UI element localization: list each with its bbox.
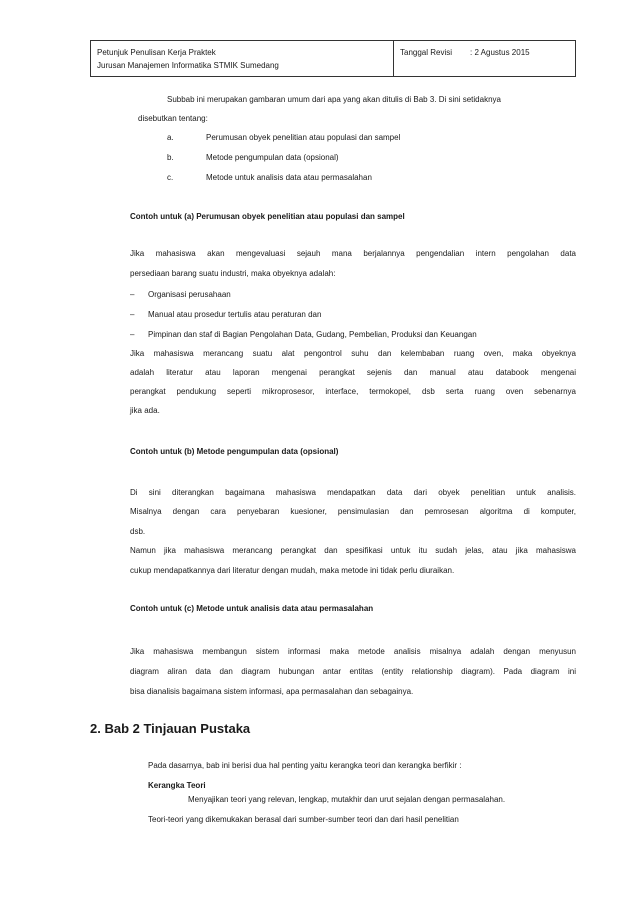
bullet-item-3: Pimpinan dan staf di Bagian Pengolahan Data, Gudang, Pembelian, Produksi dan Keuangan	[148, 330, 477, 339]
chapter-2-last-line: Teori-teori yang dikemukakan berasal dari sumber-sumber teori dan dari hasil penelitian	[148, 815, 459, 824]
kerangka-teori-heading: Kerangka Teori	[148, 781, 206, 790]
example-c-heading: Contoh untuk (c) Metode untuk analisis data atau permasalahan	[130, 604, 374, 613]
document-header-table	[90, 40, 576, 77]
example-c-p1-line-2: diagram aliran data dan diagram hubungan antar entitas (entity relationship diagram). Pada diagram ini	[130, 667, 576, 676]
example-c-p1-line-3: bisa dianalisis bagaimana sistem informasi, apa permasalahan dan sebagainya.	[130, 687, 414, 696]
bullet-marker: –	[130, 310, 135, 319]
intro-item-a-marker: a.	[167, 133, 174, 142]
intro-item-c-marker: c.	[167, 173, 174, 182]
header-title: Petunjuk Penulisan Kerja Praktek	[97, 48, 216, 57]
intro-item-c-text: Metode untuk analisis data atau permasalahan	[206, 173, 372, 182]
intro-item-b-text: Metode pengumpulan data (opsional)	[206, 153, 339, 162]
intro-line-1: Subbab ini merupakan gambaran umum dari apa yang akan ditulis di Bab 3. Di sini setidaknya	[167, 95, 501, 104]
intro-item-b-marker: b.	[167, 153, 174, 162]
example-b-heading: Contoh untuk (b) Metode pengumpulan data (opsional)	[130, 447, 339, 456]
example-b-p1-line-1: Di sini diterangkan bagaimana mahasiswa mendapatkan data dari obyek penelitian untuk analisis.	[130, 488, 576, 497]
header-title-cell	[91, 41, 394, 76]
example-b-p1-line-2: Misalnya dengan cara penyebaran kuesioner, pensimulasian dan pemrosesan algoritma di komputer,	[130, 507, 576, 516]
example-a-p1-line-2: persediaan barang suatu industri, maka obyeknya adalah:	[130, 269, 336, 278]
example-b-p2-line-1: Namun jika mahasiswa merancang perangkat dan spesifikasi untuk itu sudah jelas, atau jika mahasiswa	[130, 546, 576, 555]
example-a-p1-line-1: Jika mahasiswa akan mengevaluasi sejauh mana berjalannya pengendalian intern pengolahan data	[130, 249, 576, 258]
chapter-2-title: 2. Bab 2 Tinjauan Pustaka	[90, 721, 251, 736]
example-b-p2-line-2: cukup mendapatkannya dari literatur dengan mudah, maka metode ini tidak perlu diuraikan.	[130, 566, 455, 575]
example-b-p1-line-3: dsb.	[130, 527, 146, 536]
intro-item-a-text: Perumusan obyek penelitian atau populasi dan sampel	[206, 133, 401, 142]
example-a-p2-line-1: Jika mahasiswa merancang suatu alat pengontrol suhu dan kelembaban ruang oven, maka obyeknya	[130, 349, 576, 358]
bullet-marker: –	[130, 290, 135, 299]
bullet-item-2: Manual atau prosedur tertulis atau peraturan dan	[148, 310, 322, 319]
header-department: Jurusan Manajemen Informatika STMIK Sumedang	[97, 61, 279, 70]
intro-line-2: disebutkan tentang:	[138, 114, 208, 123]
example-a-p2-line-2: adalah literatur atau laporan mengenai perangkat sejenis dan manual atau databook mengenai	[130, 368, 576, 377]
chapter-2-intro: Pada dasarnya, bab ini berisi dua hal penting yaitu kerangka teori dan kerangka berfikir :	[148, 761, 462, 770]
header-revision-cell	[394, 41, 575, 76]
bullet-item-1: Organisasi perusahaan	[148, 290, 231, 299]
kerangka-teori-line: Menyajikan teori yang relevan, lengkap, mutakhir dan urut sejalan dengan permasalahan.	[188, 795, 506, 804]
bullet-marker: –	[130, 330, 135, 339]
revision-date: : 2 Agustus 2015	[470, 48, 530, 57]
example-c-p1-line-1: Jika mahasiswa membangun sistem informasi maka metode analisis misalnya adalah dengan menyusun	[130, 647, 576, 656]
example-a-heading: Contoh untuk (a) Perumusan obyek penelitian atau populasi dan sampel	[130, 212, 405, 221]
example-a-p2-line-4: jika ada.	[130, 406, 160, 415]
example-a-p2-line-3: perangkat pendukung seperti mikroprosesor, interface, termokopel, dsb serta ruang oven sebenarnya	[130, 387, 576, 396]
revision-label: Tanggal Revisi	[400, 48, 453, 57]
